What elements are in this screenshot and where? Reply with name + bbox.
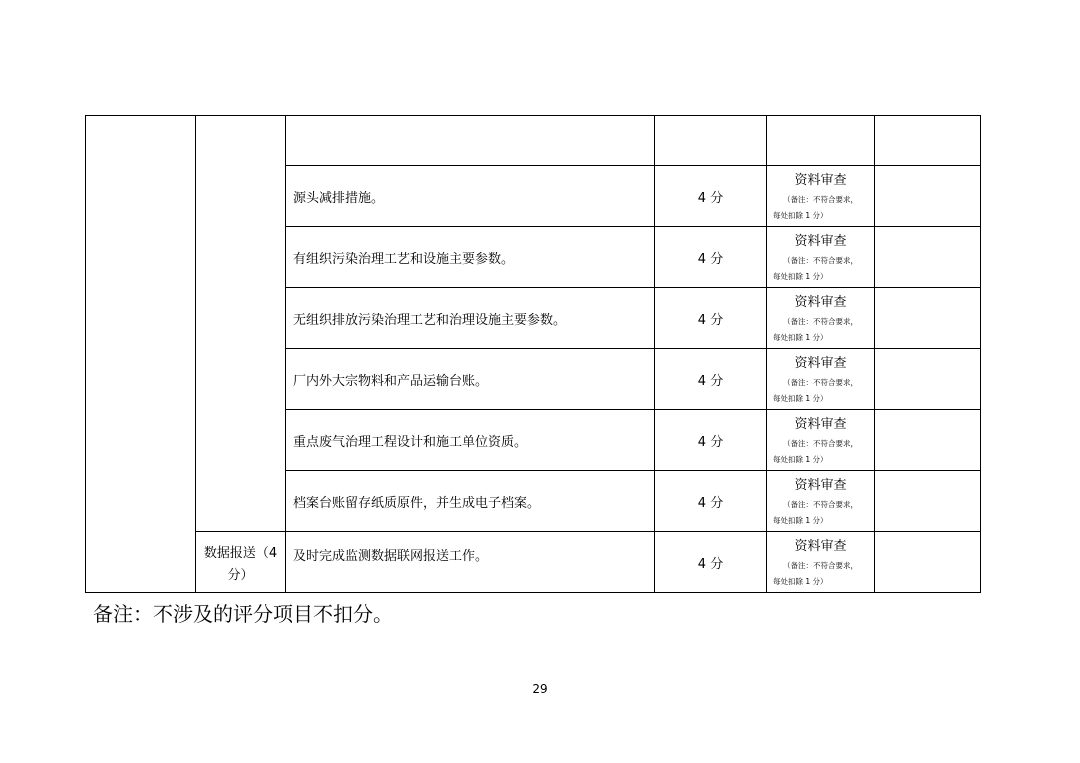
actual-score-cell bbox=[875, 349, 981, 410]
scoring-table bbox=[85, 115, 981, 593]
review-method bbox=[767, 166, 875, 227]
item-text: 有组织污染治理工艺和设施主要参数。 bbox=[286, 227, 655, 288]
actual-score-cell bbox=[875, 166, 981, 227]
method-deduction: 每处扣除 1 分） bbox=[773, 332, 828, 342]
method-deduction: 每处扣除 1 分） bbox=[773, 271, 828, 281]
method-title: 资料审查 bbox=[794, 356, 847, 371]
review-method bbox=[767, 532, 875, 593]
category-cell-empty bbox=[86, 116, 196, 593]
score-value: 4 分 bbox=[655, 410, 767, 471]
score-value: 4 分 bbox=[655, 227, 767, 288]
method-deduction: 每处扣除 1 分） bbox=[773, 393, 828, 403]
method-deduction: 每处扣除 1 分） bbox=[773, 515, 828, 525]
category-label: 数据报送（4分） bbox=[196, 532, 286, 593]
method-note: （备注：不符合要求， bbox=[783, 500, 858, 509]
method-deduction: 每处扣除 1 分） bbox=[773, 454, 828, 464]
review-method bbox=[767, 410, 875, 471]
actual-score-cell bbox=[875, 532, 981, 593]
method-deduction: 每处扣除 1 分） bbox=[773, 576, 828, 586]
actual-score-cell bbox=[875, 410, 981, 471]
table-row-empty bbox=[86, 116, 981, 166]
score-value: 4 分 bbox=[655, 532, 767, 593]
subcategory-cell-empty bbox=[196, 116, 286, 532]
review-method bbox=[767, 471, 875, 532]
item-text: 源头减排措施。 bbox=[286, 166, 655, 227]
method-title: 资料审查 bbox=[794, 234, 847, 249]
method-title: 资料审查 bbox=[794, 173, 847, 188]
method-title: 资料审查 bbox=[794, 539, 847, 554]
method-title: 资料审查 bbox=[794, 295, 847, 310]
method-note: （备注：不符合要求， bbox=[783, 195, 858, 204]
method-note: （备注：不符合要求， bbox=[783, 561, 858, 570]
method-note: （备注：不符合要求， bbox=[783, 317, 858, 326]
method-title: 资料审查 bbox=[794, 417, 847, 432]
method-note: （备注：不符合要求， bbox=[783, 439, 858, 448]
score-value: 4 分 bbox=[655, 349, 767, 410]
method-deduction: 每处扣除 1 分） bbox=[773, 210, 828, 220]
actual-score-cell bbox=[875, 288, 981, 349]
actual-score-cell bbox=[875, 227, 981, 288]
method-note: （备注：不符合要求， bbox=[783, 378, 858, 387]
page-number: 29 bbox=[532, 682, 548, 696]
score-value: 4 分 bbox=[655, 166, 767, 227]
score-value: 4 分 bbox=[655, 288, 767, 349]
table-row bbox=[86, 532, 981, 593]
actual-score-cell bbox=[875, 471, 981, 532]
item-text: 无组织排放污染治理工艺和治理设施主要参数。 bbox=[286, 288, 655, 349]
item-text: 厂内外大宗物料和产品运输台账。 bbox=[286, 349, 655, 410]
method-note: （备注：不符合要求， bbox=[783, 256, 858, 265]
review-method bbox=[767, 288, 875, 349]
item-text: 重点废气治理工程设计和施工单位资质。 bbox=[286, 410, 655, 471]
review-method bbox=[767, 227, 875, 288]
item-text: 档案台账留存纸质原件，并生成电子档案。 bbox=[286, 471, 655, 532]
footnote: 备注：不涉及的评分项目不扣分。 bbox=[93, 602, 393, 626]
method-title: 资料审查 bbox=[794, 478, 847, 493]
review-method bbox=[767, 349, 875, 410]
score-value: 4 分 bbox=[655, 471, 767, 532]
item-text: 及时完成监测数据联网报送工作。 bbox=[286, 532, 655, 593]
